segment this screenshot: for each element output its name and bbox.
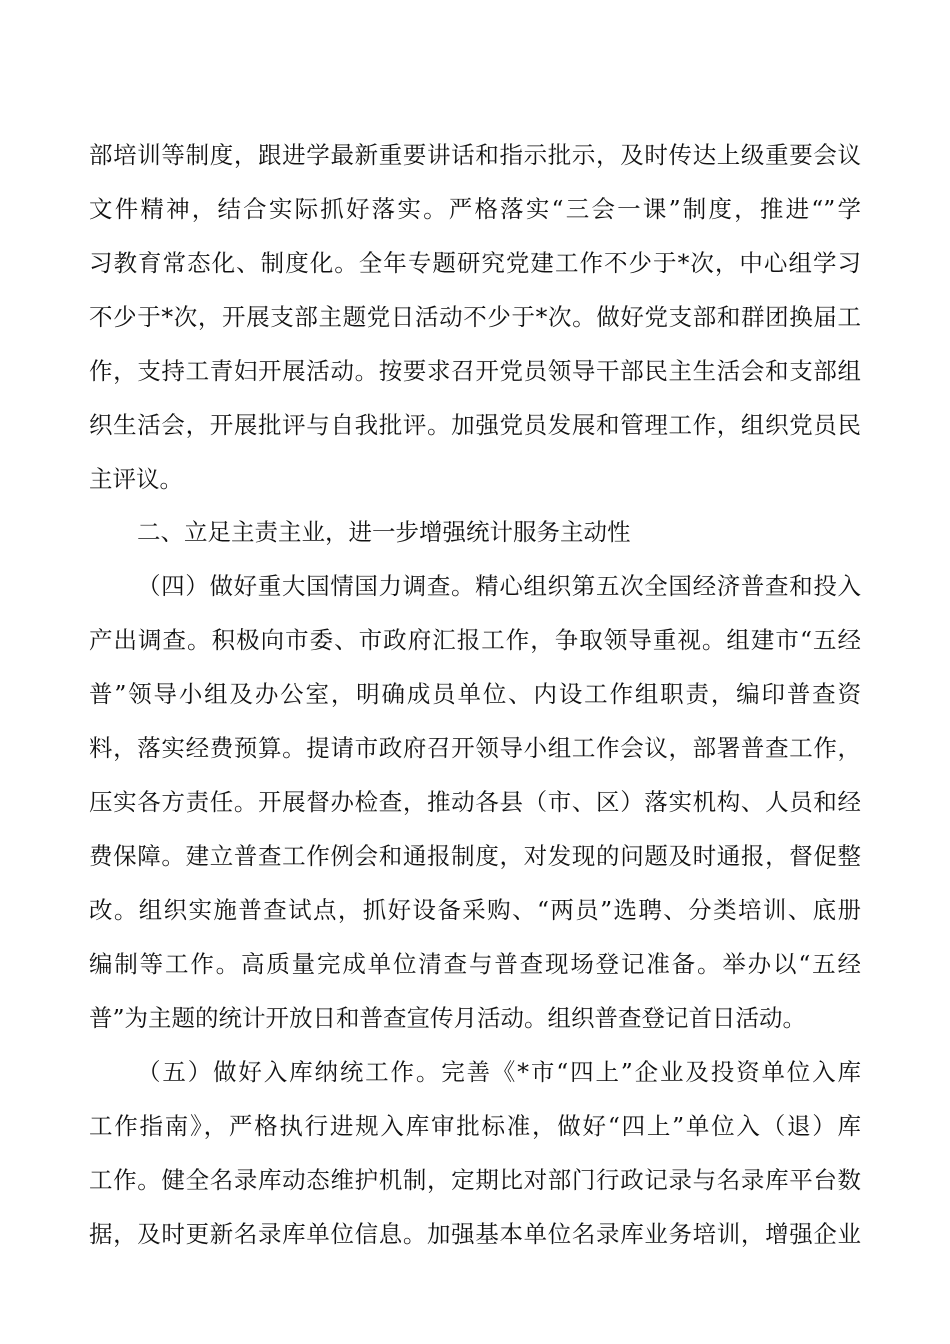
paragraph-4-line-7: 改。组织实施普查试点，抓好设备采购、“两员”选聘、分类培训、底册 — [89, 896, 861, 924]
paragraph-1-line-3: 习教育常态化、制度化。全年专题研究党建工作不少于*次，中心组学习 — [89, 249, 861, 277]
paragraph-1-line-5: 作，支持工青妇开展活动。按要求召开党员领导干部民主生活会和支部组 — [89, 357, 861, 385]
paragraph-4-line-3: 普”领导小组及办公室，明确成员单位、内设工作组职责，编印普查资 — [89, 680, 861, 708]
paragraph-4-line-4: 料，落实经费预算。提请市政府召开领导小组工作会议，部署普查工作， — [89, 734, 861, 762]
paragraph-4-line-9: 普”为主题的统计开放日和普查宣传月活动。组织普查登记首日活动。 — [89, 1004, 807, 1032]
paragraph-4-line-2: 产出调查。积极向市委、市政府汇报工作，争取领导重视。组建市“五经 — [89, 626, 861, 654]
paragraph-4-line-8: 编制等工作。高质量完成单位清查与普查现场登记准备。举办以“五经 — [89, 950, 861, 978]
paragraph-1-line-4: 不少于*次，开展支部主题党日活动不少于*次。做好党支部和群团换届工 — [89, 303, 861, 331]
paragraph-1-line-1: 部培训等制度，跟进学最新重要讲话和指示批示，及时传达上级重要会议 — [89, 141, 861, 169]
paragraph-5-line-3: 工作。健全名录库动态维护机制，定期比对部门行政记录与名录库平台数 — [89, 1166, 861, 1194]
paragraph-5-line-4: 据，及时更新名录库单位信息。加强基本单位名录库业务培训，增强企业 — [89, 1220, 861, 1248]
paragraph-1-line-2: 文件精神，结合实际抓好落实。严格落实“三会一课”制度，推进“”学 — [89, 195, 861, 223]
section-heading: 二、立足主责主业，进一步增强统计服务主动性 — [137, 518, 631, 546]
paragraph-4-line-6: 费保障。建立普查工作例会和通报制度，对发现的问题及时通报，督促整 — [89, 842, 861, 870]
paragraph-1-line-7: 主评议。 — [89, 465, 183, 493]
paragraph-1-line-6: 织生活会，开展批评与自我批评。加强党员发展和管理工作，组织党员民 — [89, 411, 861, 439]
paragraph-5-line-2: 工作指南》，严格执行进规入库审批标准，做好“四上”单位入（退）库 — [89, 1112, 861, 1140]
paragraph-4-line-5: 压实各方责任。开展督办检查，推动各县（市、区）落实机构、人员和经 — [89, 788, 861, 816]
paragraph-4-line-1: （四）做好重大国情国力调查。精心组织第五次全国经济普查和投入 — [137, 572, 861, 600]
paragraph-5-line-1: （五）做好入库纳统工作。完善《*市“四上”企业及投资单位入库 — [137, 1058, 861, 1086]
